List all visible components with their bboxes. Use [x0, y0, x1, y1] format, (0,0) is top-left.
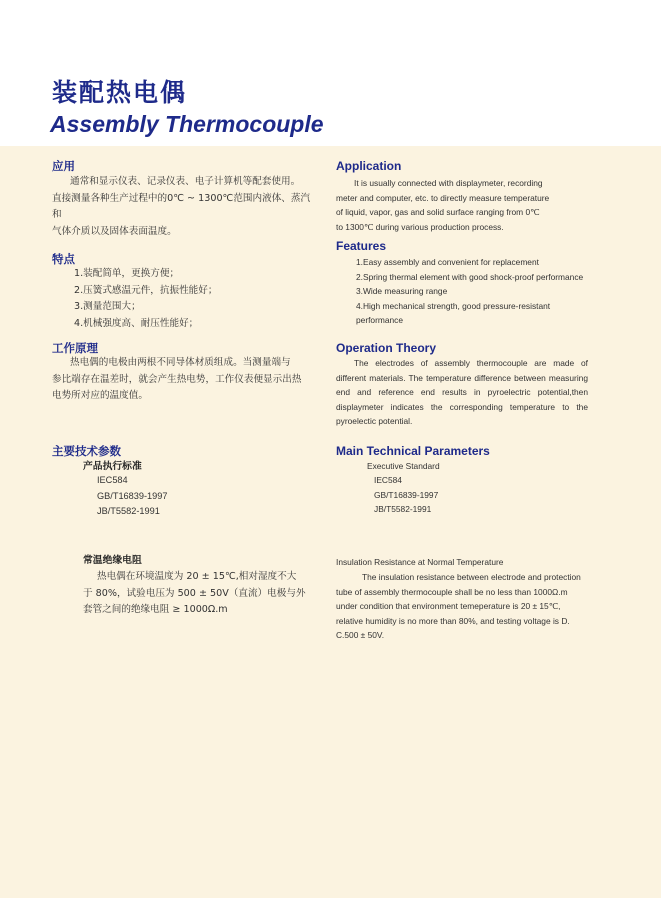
cn-standard-item: IEC584 — [97, 475, 128, 485]
cn-theory-line: 电势所对应的温度值。 — [52, 390, 148, 401]
cn-insulation-line: 套管之间的绝缘电阻 ≥ 1000Ω.m — [83, 604, 228, 615]
cn-standards-list — [97, 473, 168, 520]
cn-standard-item: JB/T5582-1991 — [97, 506, 160, 516]
cn-feature-item: 3.测量范围大； — [74, 301, 141, 312]
page-header — [0, 0, 661, 146]
en-params-heading: Main Technical Parameters — [336, 444, 490, 458]
cn-application-line: 通常和显示仪表、记录仪表、电子计算机等配套使用。 — [70, 176, 301, 187]
cn-application-line: 气体介质以及固体表面温度。 — [52, 225, 177, 237]
en-theory-line: pyroelectic potential. — [336, 416, 413, 427]
en-theory-line: end and reference end results in pyroelectric potential,then — [336, 387, 588, 398]
en-theory-text — [336, 356, 588, 429]
cn-application-line: 直接测量各种生产过程中的0℃ ~ 1300℃范围内液体、蒸汽和 — [52, 192, 311, 220]
en-application-text — [336, 176, 590, 234]
en-application-line: meter and computer, etc. to directly measure temperature — [336, 192, 550, 203]
cn-theory-text — [52, 355, 312, 405]
en-insulation-line: C.500 ± 50V. — [336, 630, 385, 641]
en-application-heading: Application — [336, 159, 402, 173]
en-theory-heading: Operation Theory — [336, 341, 437, 355]
en-insulation-label: Insulation Resistance at Normal Temperature — [336, 557, 504, 567]
en-feature-item: 2.Spring thermal element with good shock-proof performance — [356, 271, 584, 282]
en-features-list — [356, 255, 583, 328]
en-insulation-line: The insulation resistance between electrode and protection — [362, 572, 581, 582]
cn-insulation-line: 热电偶在环境温度为 20 ± 15℃,相对湿度不大 — [97, 571, 297, 582]
cn-insulation-text — [83, 569, 313, 619]
cn-application-heading: 应用 — [52, 159, 75, 173]
cn-insulation-label: 常温绝缘电阻 — [83, 555, 142, 566]
title-chinese: 装配热电偶 — [52, 78, 188, 107]
en-standards-list — [374, 473, 438, 517]
en-insulation-line: relative humidity is no more than 80%, and testing voltage is D. — [336, 615, 570, 626]
cn-theory-line: 参比端存在温差时，就会产生热电势，工作仪表便显示出热 — [52, 373, 302, 385]
cn-theory-heading: 工作原理 — [52, 341, 98, 355]
cn-feature-item: 4.机械强度高、耐压性能好； — [74, 317, 199, 329]
en-insulation-line: under condition that environment temeperature is 20 ± 15℃, — [336, 601, 561, 612]
cn-feature-item: 1.装配简单，更换方便； — [74, 268, 180, 279]
en-standard-label: Executive Standard — [367, 461, 440, 471]
en-features-heading: Features — [336, 239, 387, 253]
en-application-line: of liquid, vapor, gas and solid surface ranging from 0℃ — [336, 207, 540, 218]
cn-standard-label: 产品执行标准 — [83, 461, 142, 472]
en-theory-line: The electrodes of assembly thermocouple are made of — [354, 358, 588, 368]
cn-application-text — [52, 174, 312, 240]
cn-params-heading: 主要技术参数 — [52, 444, 121, 458]
en-insulation-line: tube of assembly thermocouple shall be no less than 1000Ω.m — [336, 586, 568, 597]
en-feature-item: 1.Easy assembly and convenient for replacement — [356, 257, 539, 267]
cn-features-heading: 特点 — [52, 252, 75, 266]
en-feature-item: 4.High mechanical strength, good pressure-resistant — [356, 300, 551, 311]
en-standard-item: JB/T5582-1991 — [374, 504, 432, 515]
en-standard-item: IEC584 — [374, 475, 402, 485]
en-feature-item: 3.Wide measuring range — [356, 286, 448, 297]
title-english: Assembly Thermocouple — [50, 111, 324, 137]
en-insulation-text — [336, 570, 596, 643]
cn-features-list — [74, 266, 217, 332]
cn-theory-line: 热电偶的电极由两根不同导体材质组成。当测量端与 — [70, 357, 291, 368]
en-standard-item: GB/T16839-1997 — [374, 489, 439, 500]
en-theory-line: different materials. The temperature difference between measuring — [336, 372, 588, 383]
en-theory-line: displaymeter indicates the corresponding temperature to the — [336, 401, 588, 412]
en-application-line: to 1300℃ during various production process. — [336, 221, 504, 232]
cn-feature-item: 2.压簧式感温元件，抗振性能好； — [74, 284, 218, 296]
en-feature-item: performance — [356, 315, 404, 326]
cn-standard-item: GB/T16839-1997 — [97, 490, 168, 501]
cn-insulation-line: 于 80%，试验电压为 500 ± 50V（直流）电极与外 — [83, 587, 306, 599]
en-application-line: It is usually connected with displaymeter, recording — [354, 178, 543, 188]
